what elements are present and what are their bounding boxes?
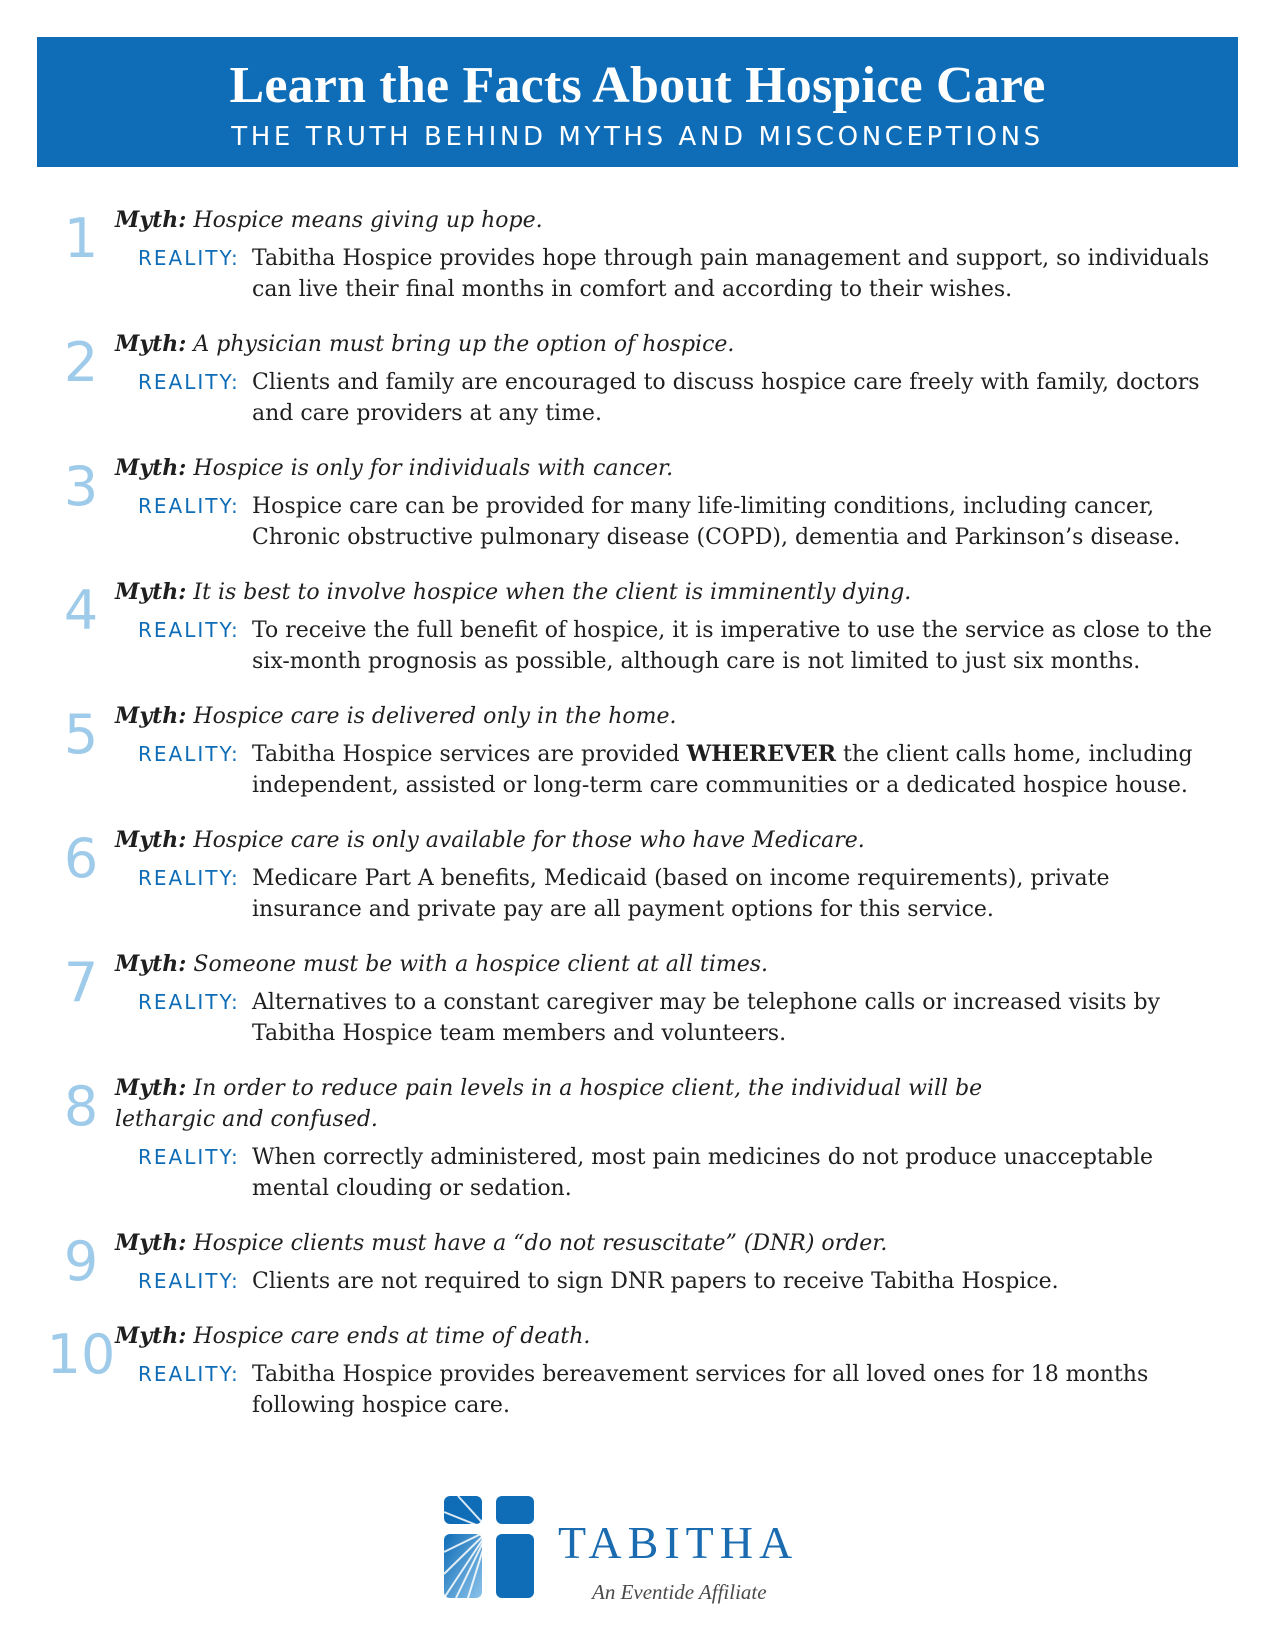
logo-tagline: An Eventide Affiliate — [592, 1580, 767, 1604]
reality-emphasis: WHEREVER — [686, 741, 836, 767]
myth-label: Myth: — [115, 827, 187, 853]
myth-text — [115, 949, 1075, 980]
myth-text — [115, 701, 1075, 732]
item-number: 8 — [63, 1075, 99, 1138]
reality-statement: Tabitha Hospice provides bereavement services for all loved ones for 18 months following hospice care. — [252, 1362, 1149, 1418]
tabitha-logo — [442, 1494, 842, 1614]
myth-statement: Someone must be with a hospice client at all times. — [193, 952, 769, 977]
reality-statement: Clients are not required to sign DNR papers to receive Tabitha Hospice. — [252, 1269, 1059, 1294]
myth-label: Myth: — [115, 455, 187, 481]
reality-text — [138, 1266, 1218, 1297]
item-number: 6 — [63, 827, 99, 890]
myth-text — [115, 205, 1075, 236]
reality-statement: Hospice care can be provided for many life-limiting conditions, including cancer, Chronic obstructive pulmonary disease (COPD), dementia and Parkinson’s disease. — [252, 494, 1181, 550]
reality-label: REALITY: — [138, 246, 240, 270]
item-number: 1 — [63, 207, 99, 270]
myth-statement: Hospice care is delivered only in the home. — [193, 704, 677, 729]
myth-text — [115, 1073, 1075, 1135]
item-number: 10 — [46, 1323, 116, 1386]
list-item — [0, 1228, 1275, 1321]
item-number: 4 — [63, 579, 99, 642]
reality-label: REALITY: — [138, 618, 240, 642]
reality-label: REALITY: — [138, 990, 240, 1014]
myth-text — [115, 1321, 1075, 1352]
myth-statement: Hospice clients must have a “do not resuscitate” (DNR) order. — [193, 1231, 888, 1256]
reality-label: REALITY: — [138, 1362, 240, 1386]
reality-text — [138, 615, 1218, 677]
myth-text — [115, 825, 1075, 856]
reality-statement: When correctly administered, most pain medicines do not produce unacceptable mental clouding or sedation. — [252, 1145, 1154, 1201]
list-item — [0, 825, 1275, 949]
myth-statement: A physician must bring up the option of hospice. — [193, 332, 735, 357]
item-number: 3 — [63, 455, 99, 518]
myth-text — [115, 1228, 1075, 1259]
myth-label: Myth: — [115, 951, 187, 977]
myth-label: Myth: — [115, 331, 187, 357]
item-number: 9 — [63, 1230, 99, 1293]
list-item — [0, 577, 1275, 701]
logo-name: TABITHA — [558, 1517, 799, 1568]
list-item — [0, 205, 1275, 329]
myth-statement: Hospice care ends at time of death. — [193, 1324, 591, 1349]
reality-text — [138, 1359, 1218, 1421]
myth-statement: Hospice is only for individuals with cancer. — [193, 456, 674, 481]
item-number: 2 — [63, 331, 99, 394]
reality-text — [138, 739, 1218, 801]
reality-text-before: Tabitha Hospice services are provided — [252, 742, 680, 767]
reality-text — [138, 243, 1218, 305]
myth-label: Myth: — [115, 1075, 187, 1101]
list-item — [0, 949, 1275, 1073]
myth-list — [0, 205, 1275, 1445]
reality-text — [138, 1142, 1218, 1204]
myth-text — [115, 329, 1075, 360]
reality-label: REALITY: — [138, 370, 240, 394]
reality-text — [138, 987, 1218, 1049]
item-number: 7 — [63, 951, 99, 1014]
reality-statement: Alternatives to a constant caregiver may be telephone calls or increased visits by Tabitha Hospice team members and volunteers. — [252, 990, 1161, 1046]
reality-text-after: the client calls home, including independent, assisted or long-term care communities or a dedicated hospice house. — [252, 742, 1193, 798]
list-item — [0, 453, 1275, 577]
header-banner — [37, 37, 1238, 167]
reality-statement: Medicare Part A benefits, Medicaid (based on income requirements), private insurance and private pay are all payment options for this service. — [252, 866, 1110, 922]
myth-label: Myth: — [115, 207, 187, 233]
myth-statement: Hospice care is only available for those who have Medicare. — [193, 828, 865, 853]
reality-statement: To receive the full benefit of hospice, it is imperative to use the service as close to the six-month prognosis as possible, although care is not limited to just six months. — [252, 618, 1213, 674]
reality-label: REALITY: — [138, 742, 240, 766]
reality-statement: Tabitha Hospice provides hope through pain management and support, so individuals can live their final months in comfort and according to their wishes. — [252, 246, 1210, 302]
reality-text — [138, 491, 1218, 553]
list-item — [0, 701, 1275, 825]
page-title: Learn the Facts About Hospice Care — [229, 57, 1046, 114]
myth-statement: It is best to involve hospice when the client is imminently dying. — [193, 580, 912, 605]
myth-statement: In order to reduce pain levels in a hospice client, the individual will be lethargic and confused. — [115, 1076, 983, 1132]
myth-text — [115, 577, 1075, 608]
myth-label: Myth: — [115, 579, 187, 605]
list-item — [0, 1321, 1275, 1445]
myth-label: Myth: — [115, 1323, 187, 1349]
reality-text — [138, 367, 1218, 429]
reality-label: REALITY: — [138, 494, 240, 518]
reality-label: REALITY: — [138, 1269, 240, 1293]
myth-text — [115, 453, 1075, 484]
myth-statement: Hospice means giving up hope. — [193, 208, 543, 233]
reality-label: REALITY: — [138, 1145, 240, 1169]
reality-text — [138, 863, 1218, 925]
reality-statement: Clients and family are encouraged to discuss hospice care freely with family, doctors and care providers at any time. — [252, 370, 1200, 426]
myth-label: Myth: — [115, 703, 187, 729]
tabitha-cross-logo-icon — [442, 1494, 538, 1600]
list-item — [0, 329, 1275, 453]
reality-statement — [252, 739, 1218, 801]
page-subtitle: THE TRUTH BEHIND MYTHS AND MISCONCEPTIONS — [231, 122, 1044, 152]
reality-label: REALITY: — [138, 866, 240, 890]
list-item — [0, 1073, 1275, 1228]
item-number: 5 — [63, 703, 99, 766]
myth-label: Myth: — [115, 1230, 187, 1256]
